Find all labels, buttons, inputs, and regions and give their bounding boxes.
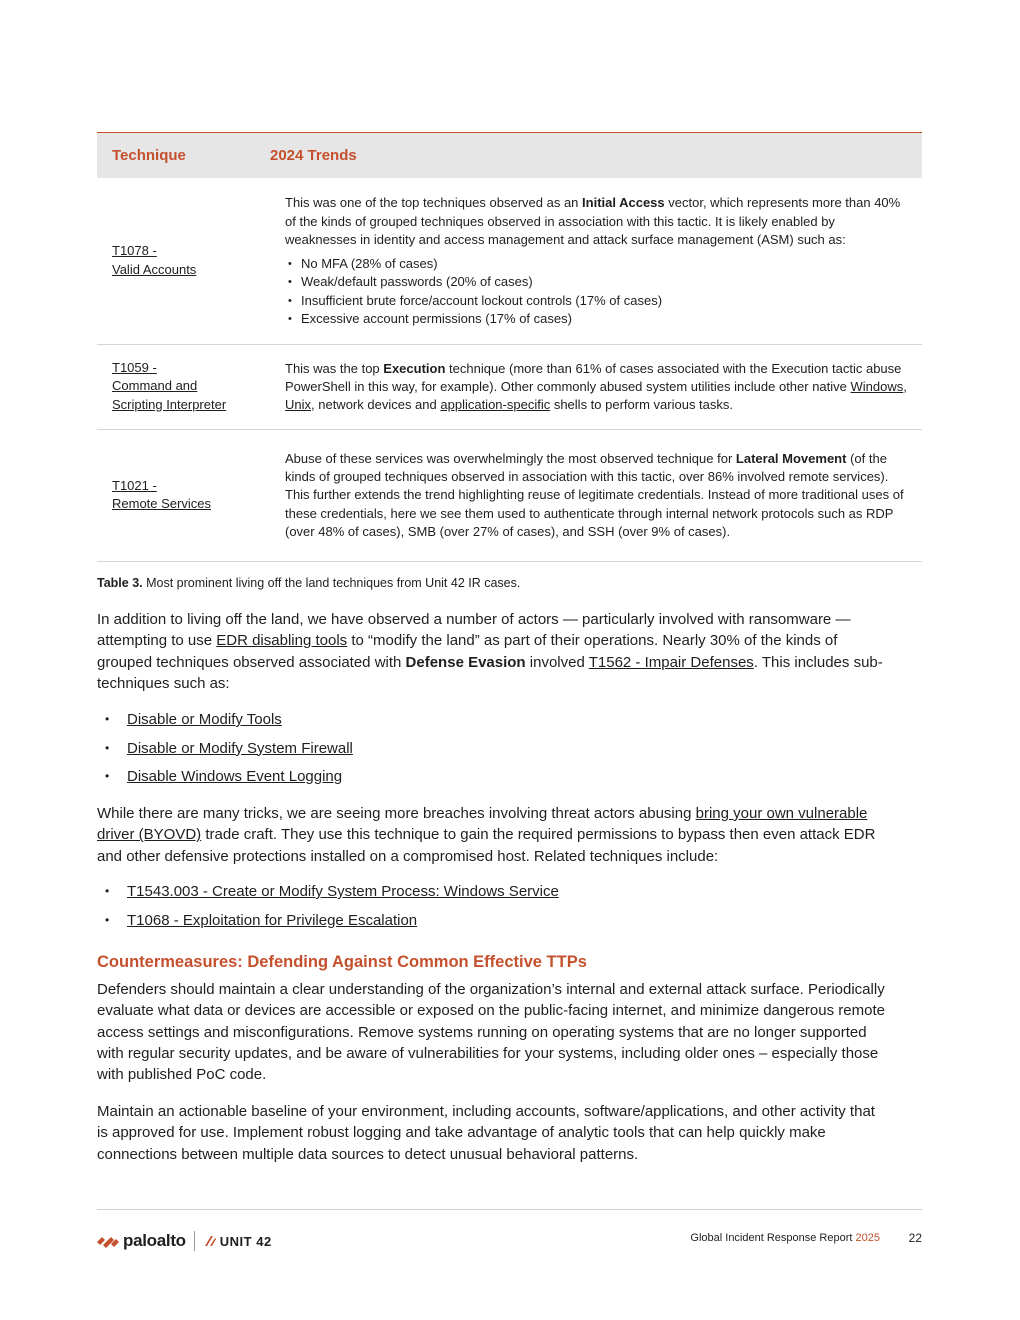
t1543-link[interactable]: T1543.003 - Create or Modify System Process: Windows Service [127, 883, 559, 900]
header-technique: Technique [97, 133, 270, 179]
para-text: While there are many tricks, we are seeing more breaches involving threat actors abusing [97, 805, 696, 822]
technique-name: Command and [112, 378, 198, 394]
unix-link[interactable]: Unix [285, 397, 312, 413]
trend-text: , [903, 378, 907, 394]
logo-separator [194, 1231, 195, 1251]
footer-divider [97, 1209, 922, 1210]
footer-report-title [690, 1232, 880, 1244]
technique-id: T1021 - [112, 477, 157, 493]
table-caption [97, 576, 520, 590]
section-heading: Countermeasures: Defending Against Common Effective TTPs [97, 953, 587, 971]
byovd-link[interactable]: bring your own vulnerable driver (BYOVD) [97, 805, 868, 844]
paragraph-defenders: Defenders should maintain a clear understanding of the organization’s internal and external attack surface. Periodically evaluate what data or devices are accessible or exposed on the public-facing internet, and minimize dangerous remote access settings and misconfigurations. Remove systems running on operating systems that are no longer supported with regular security updates, and be aware of vulnerabilities for your systems, including older ones – especially those with published PoC code. [97, 981, 885, 1084]
trend-text: (of the kinds of grouped techniques observed in association with this tactic, over 86% involved remote services). This further extends the trend highlighting reuse of legitimate credentials. Instead of more traditional uses of these credentials, here we see them used to authenticate through internal network protocols such as RDP (over 48% of cases), SMB (over 27% of cases), and SSH (over 9% of cases). [285, 450, 904, 539]
para-text: involved [525, 653, 589, 671]
para-text: In addition to living off the land, we have observed a number of actors — particularly involved with ransomware — attempting to use [97, 611, 851, 650]
windows-link[interactable]: Windows [850, 378, 904, 394]
list-item [97, 766, 353, 795]
list-item: • Excessive account permissions (17% of cases) [285, 310, 907, 328]
technique-name: Remote Services [112, 496, 211, 511]
para-bold: Defense Evasion [405, 653, 526, 671]
trend-text: This was the top [285, 360, 384, 376]
paragraph-baseline: Maintain an actionable baseline of your environment, including accounts, software/applications, and other activity that is approved for use. Implement robust logging and take advantage of analytic tools that can help quickly make connections between multiple data sources to detect unusual behavioral patterns. [97, 1103, 875, 1163]
trend-bold: Execution [383, 360, 446, 376]
edr-disabling-tools-link[interactable]: EDR disabling tools [216, 632, 348, 650]
technique-id: T1078 - [112, 243, 157, 259]
trend-cell [270, 344, 922, 429]
caption-text: Most prominent living off the land techniques from Unit 42 IR cases. [142, 576, 521, 590]
report-title-text: Global Incident Response Report [690, 1232, 853, 1244]
application-specific-link[interactable]: application-specific [440, 397, 551, 413]
technique-link-t1078[interactable] [112, 242, 270, 279]
list-item: • Insufficient brute force/account lockout controls (17% of cases) [285, 292, 907, 310]
paragraph-byovd [97, 803, 887, 867]
trend-text: , network devices and [311, 397, 441, 413]
paloalto-logo-icon [97, 1233, 121, 1249]
trend-bullets [285, 255, 907, 328]
trend-text: shells to perform various tasks. [550, 397, 734, 413]
sub-techniques-list [97, 709, 353, 795]
technique-link-t1059[interactable] [112, 359, 270, 414]
disable-event-logging-link[interactable]: Disable Windows Event Logging [127, 768, 343, 785]
table-row [97, 429, 922, 561]
list-item: • Weak/default passwords (20% of cases) [285, 273, 907, 291]
technique-cell [97, 178, 270, 344]
list-item [97, 709, 353, 738]
list-item [97, 881, 559, 910]
technique-id: T1059 - [112, 360, 157, 376]
technique-cell [97, 344, 270, 429]
page-number: 22 [908, 1231, 922, 1245]
disable-modify-firewall-link[interactable]: Disable or Modify System Firewall [127, 739, 353, 757]
report-year: 2025 [855, 1232, 880, 1244]
trend-bold: Initial Access [582, 195, 665, 211]
technique-link-t1021[interactable] [112, 477, 270, 514]
table-header-row [97, 133, 922, 179]
table-row [97, 344, 922, 429]
trend-cell [270, 178, 922, 344]
trend-text: vector, which represents more than 40% of the kinds of grouped techniques observed in association with this tactic. It is likely enabled by weaknesses in identity and access management and attack surface management (ASM) such as: [285, 195, 901, 247]
disable-modify-tools-link[interactable]: Disable or Modify Tools [127, 711, 282, 728]
list-item: • No MFA (28% of cases) [285, 255, 907, 273]
table-row [97, 178, 922, 344]
trend-text: This was one of the top techniques observed as an [285, 195, 583, 211]
caption-label: Table 3. [97, 576, 143, 590]
para-text: trade craft. They use this technique to gain the required permissions to bypass then even attack EDR and other defensive protections installed on a compromised host. Related techniques include: [97, 826, 876, 865]
trend-bold: Lateral Movement [735, 450, 847, 466]
footer-logo [97, 1229, 272, 1253]
techniques-table [97, 132, 922, 562]
paragraph-edr [97, 609, 887, 694]
trend-text: technique (more than 61% of cases associated with the Execution tactic abuse PowerShell in this way, for example). Other commonly abused system utilities include other native [285, 360, 902, 394]
list-item [97, 910, 559, 939]
unit42-logo-text: UNIT 42 [219, 1233, 272, 1249]
para-text: to “modify the land” as part of their operations. Nearly 30% of the kinds of grouped techniques observed associated with [97, 632, 838, 671]
t1068-link[interactable]: T1068 - Exploitation for Privilege Escalation [127, 911, 418, 929]
technique-name: Valid Accounts [112, 261, 197, 277]
trend-cell [270, 429, 922, 561]
trend-text: Abuse of these services was overwhelmingly the most observed technique for [285, 450, 736, 466]
paloalto-logo-text: paloalto [123, 1231, 186, 1250]
list-item [97, 738, 353, 767]
technique-name: Scripting Interpreter [112, 396, 227, 412]
para-text: . This includes sub-techniques such as: [97, 653, 883, 692]
unit42-logo-icon [203, 1234, 217, 1248]
technique-cell [97, 429, 270, 561]
impair-defenses-link[interactable]: T1562 - Impair Defenses [588, 653, 754, 671]
header-trends: 2024 Trends [270, 133, 922, 179]
related-techniques-list [97, 881, 559, 938]
